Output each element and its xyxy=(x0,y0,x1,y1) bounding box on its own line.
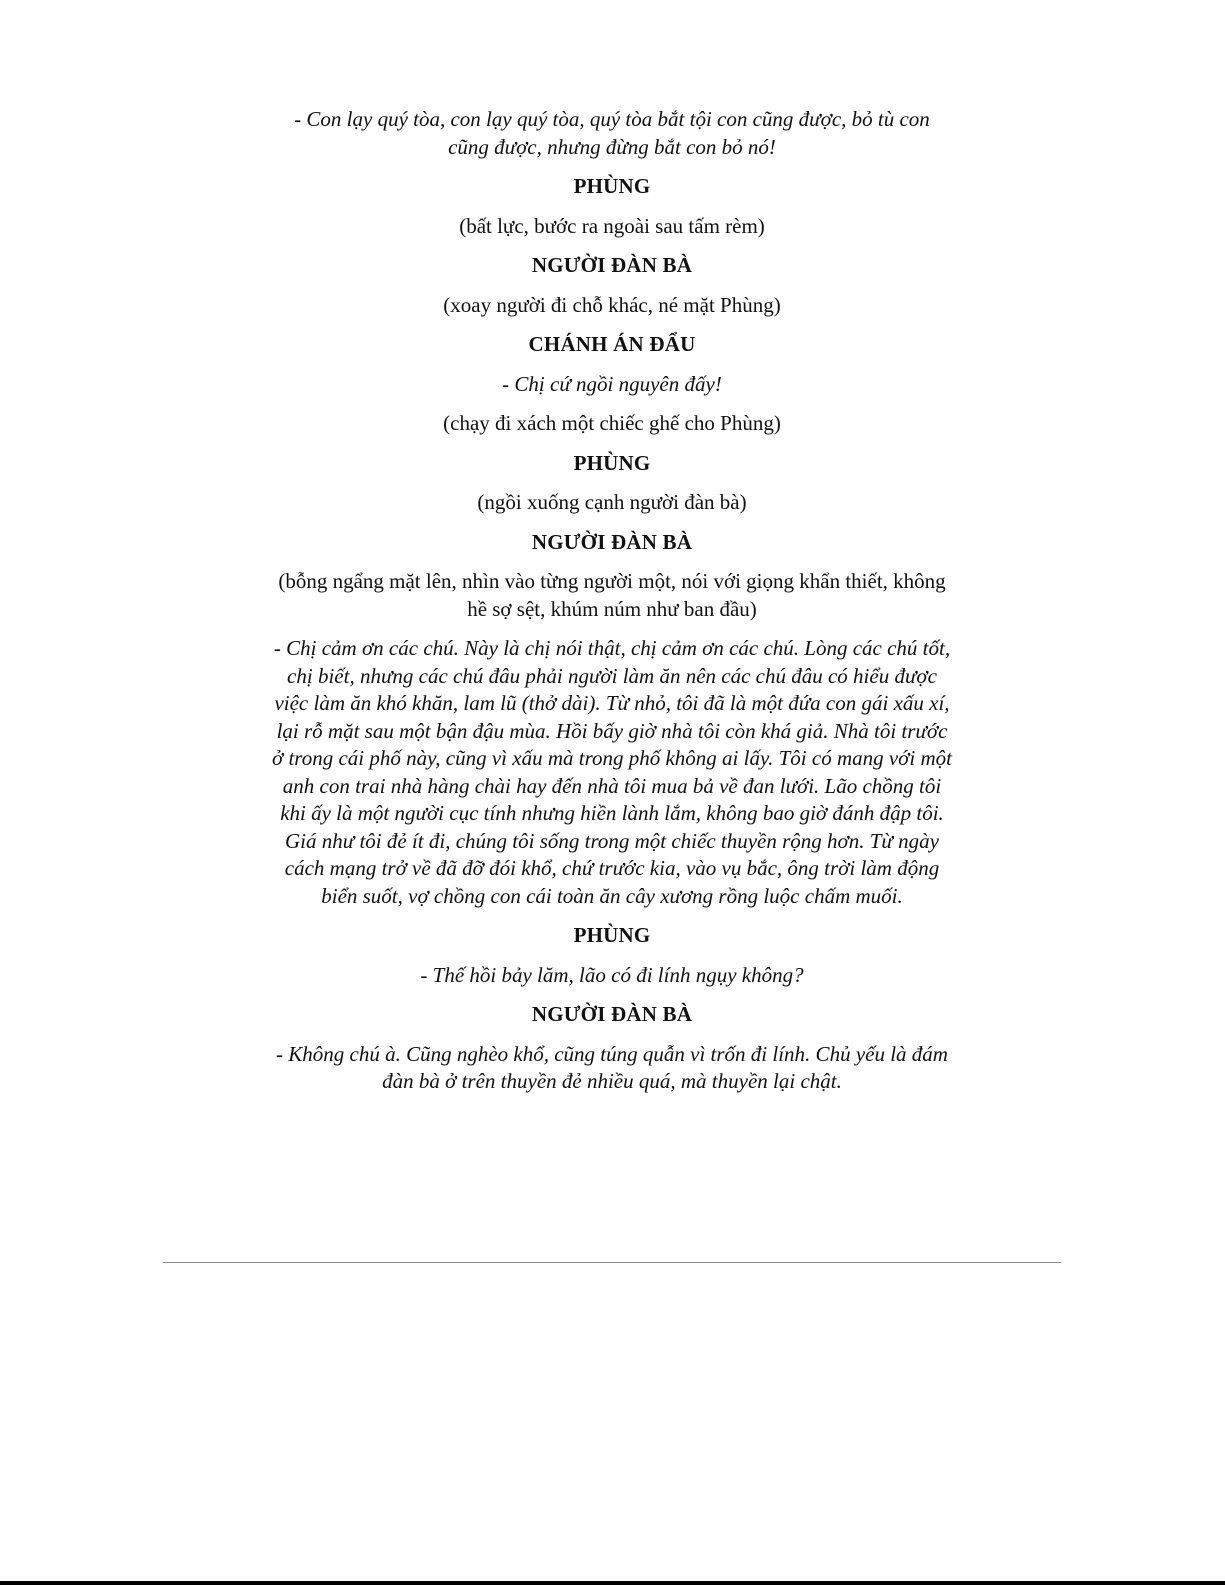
stage-direction: (ngồi xuống cạnh người đàn bà) xyxy=(477,490,747,514)
speaker-name: NGƯỜI ĐÀN BÀ xyxy=(531,253,693,277)
speaker-name: NGƯỜI ĐÀN BÀ xyxy=(531,529,693,554)
dialogue-line: - Chị cứ ngồi nguyên đấy! xyxy=(502,371,722,396)
play-script-text xyxy=(272,106,952,1108)
dialogue-line: - Thế hồi bảy lăm, lão có đi lính ngụy không? xyxy=(420,962,804,987)
speaker-name: CHÁNH ÁN ĐẨU xyxy=(528,332,696,356)
page-bottom-edge xyxy=(0,1581,1225,1585)
dialogue-line: - Con lạy quý tòa, con lạy quý tòa, quý tòa bắt tội con cũng được, bỏ tù con cũng được, nhưng đừng bắt con bỏ nó! xyxy=(294,107,930,159)
dialogue-line: - Chị cảm ơn các chú. Này là chị nói thật, chị cảm ơn các chú. Lòng các chú tốt, chị biết, nhưng các chú đâu phải người làm ăn nên các chú đâu có hiểu được việc làm ăn khó khăn, lam lũ (thở dài). Từ nhỏ, tôi đã là một đứa con gái xấu xí, lại rỗ mặt sau một bận đậu mùa. Hồi bấy giờ nhà tôi còn khá giả. Nhà tôi trước ở trong cái phố này, cũng vì xấu mà trong phố không ai lấy. Tôi có mang với một anh con trai nhà hàng chài hay đến nhà tôi mua bả về đan lưới. Lão chồng tôi khi ấy là một người cục tính nhưng hiền lành lắm, không bao giờ đánh đập tôi. Giá như tôi đẻ ít đi, chúng tôi sống trong một chiếc thuyền rộng hơn. Từ ngày cách mạng trở về đã đỡ đói khổ, chứ trước kia, vào vụ bắc, ông trời làm động biển suốt, vợ chồng con cái toàn ăn cây xương rồng luộc chấm muối. xyxy=(272,636,952,908)
speaker-name: PHÙNG xyxy=(573,923,651,947)
speaker-name: PHÙNG xyxy=(573,174,651,198)
stage-direction: (bất lực, bước ra ngoài sau tấm rèm) xyxy=(459,213,765,238)
dialogue-line: - Không chú à. Cũng nghèo khổ, cũng túng quẫn vì trốn đi lính. Chủ yếu là đám đàn bà ở trên thuyền đẻ nhiều quá, mà thuyền lại chật. xyxy=(276,1041,948,1093)
speaker-name: PHÙNG xyxy=(573,450,651,475)
page-divider xyxy=(163,1262,1061,1263)
stage-direction: (xoay người đi chỗ khác, né mặt Phùng) xyxy=(443,292,781,317)
stage-direction: (chạy đi xách một chiếc ghế cho Phùng) xyxy=(443,411,781,435)
stage-direction: (bỗng ngẩng mặt lên, nhìn vào từng người một, nói với giọng khẩn thiết, không hề sợ sệt, khúm núm như ban đầu) xyxy=(278,569,946,621)
speaker-name: NGƯỜI ĐÀN BÀ xyxy=(531,1002,693,1026)
